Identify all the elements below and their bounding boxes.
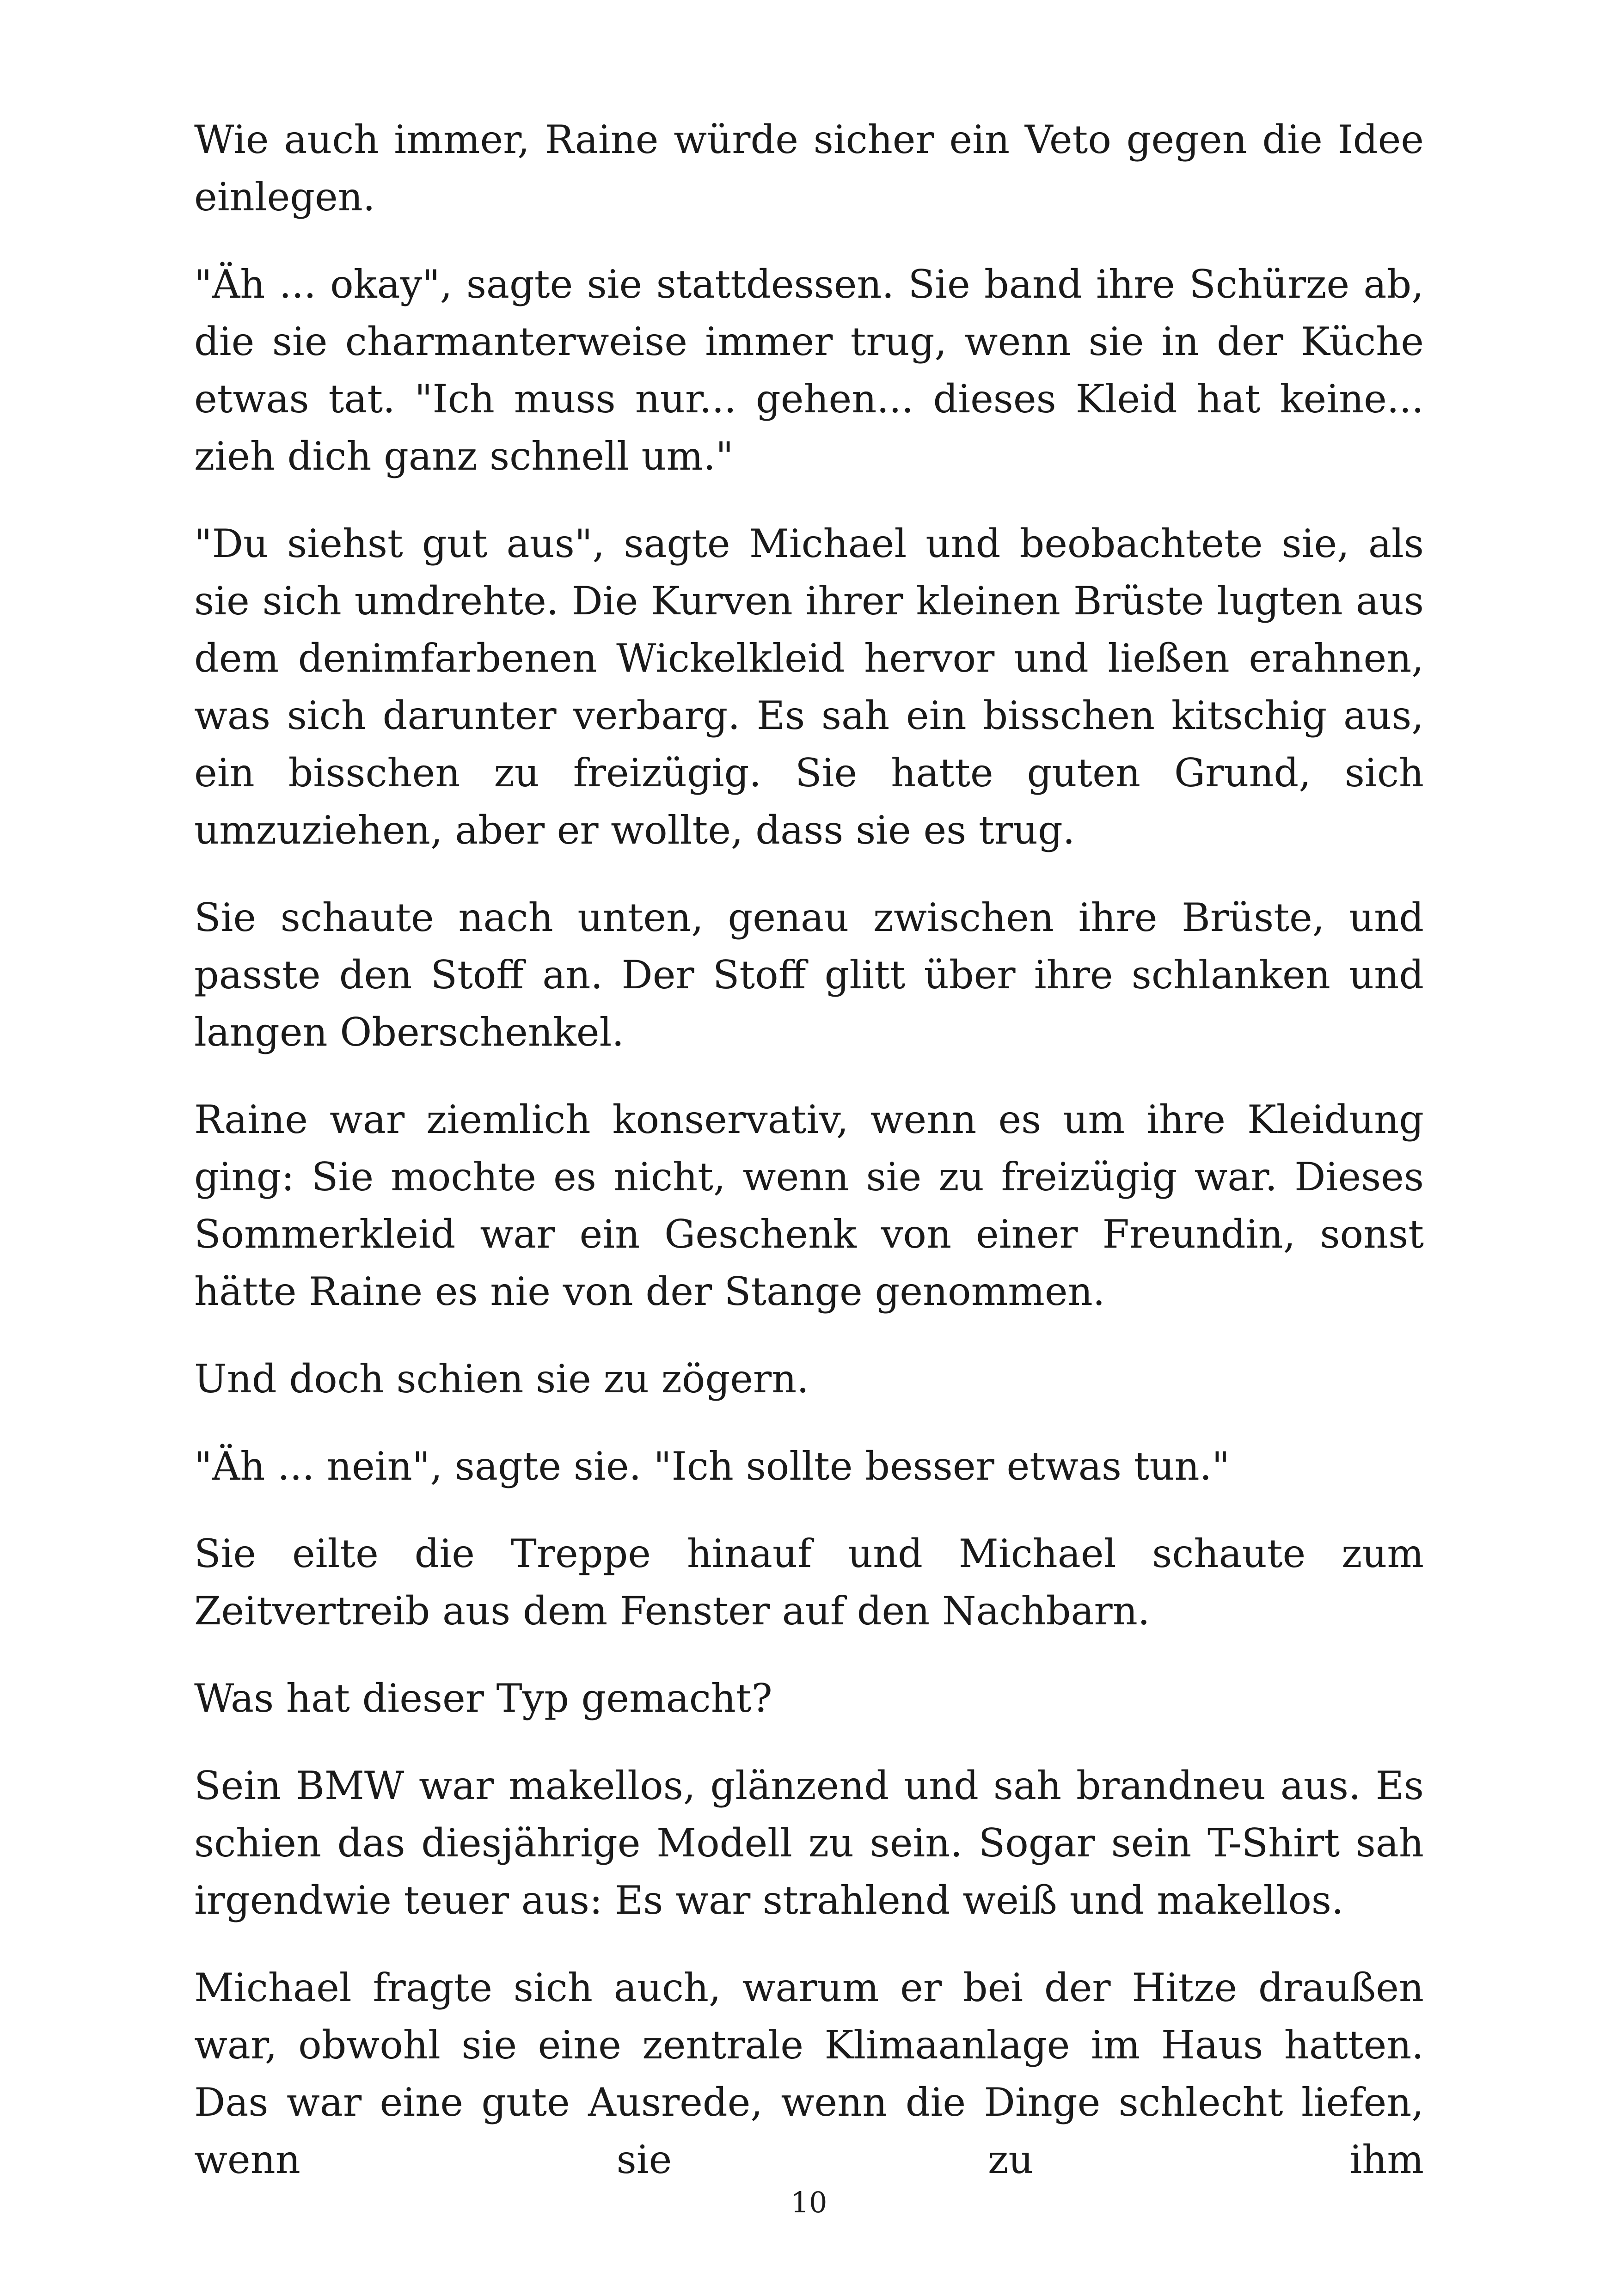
paragraph: Sie eilte die Treppe hinauf und Michael schaute zum Zeitvertreib aus dem Fenster auf den Nachbarn. [194, 1531, 1424, 1634]
page-number: 10 [791, 2186, 827, 2219]
paragraph: "Äh ... okay", sagte sie stattdessen. Sie band ihre Schürze ab, die sie charmanterweise immer trug, wenn sie in der Küche etwas tat. "Ich muss nur... gehen... dieses Kleid hat keine... zieh dich ganz schnell um." [194, 262, 1424, 479]
paragraph: Sie schaute nach unten, genau zwischen ihre Brüste, und passte den Stoff an. Der Stoff glitt über ihre schlanken und langen Oberschenkel. [194, 895, 1424, 1055]
paragraph: Und doch schien sie zu zögern. [194, 1356, 809, 1402]
document-page [194, 111, 1424, 2218]
paragraph: "Äh ... nein", sagte sie. "Ich sollte besser etwas tun." [194, 1444, 1230, 1489]
paragraph: "Du siehst gut aus", sagte Michael und beobachtete sie, als sie sich umdrehte. Die Kurven ihrer kleinen Brüste lugten aus dem denimfarbenen Wickelkleid hervor und ließen erahnen, was sich darunter verbarg. Es sah ein bisschen kitschig aus, ein bisschen zu freizügig. Sie hatte guten Grund, sich umzuziehen, aber er wollte, dass sie es trug. [194, 521, 1424, 853]
paragraph: Raine war ziemlich konservativ, wenn es um ihre Kleidung ging: Sie mochte es nicht, wenn sie zu freizügig war. Dieses Sommerkleid war ein Geschenk von einer Freundin, sonst hätte Raine es nie von der Stange genommen. [194, 1097, 1424, 1314]
paragraph: Sein BMW war makellos, glänzend und sah brandneu aus. Es schien das diesjährige Modell zu sein. Sogar sein T-Shirt sah irgendwie teuer aus: Es war strahlend weiß und makellos. [194, 1763, 1424, 1923]
paragraph: Was hat dieser Typ gemacht? [194, 1676, 772, 1721]
paragraph: Wie auch immer, Raine würde sicher ein Veto gegen die Idee einlegen. [194, 117, 1424, 220]
paragraph: Michael fragte sich auch, warum er bei der Hitze draußen war, obwohl sie eine zentrale Klimaanlage im Haus hatten. Das war eine gute Ausrede, wenn die Dinge schlecht liefen, wenn sie zu ihm [194, 1965, 1424, 2182]
